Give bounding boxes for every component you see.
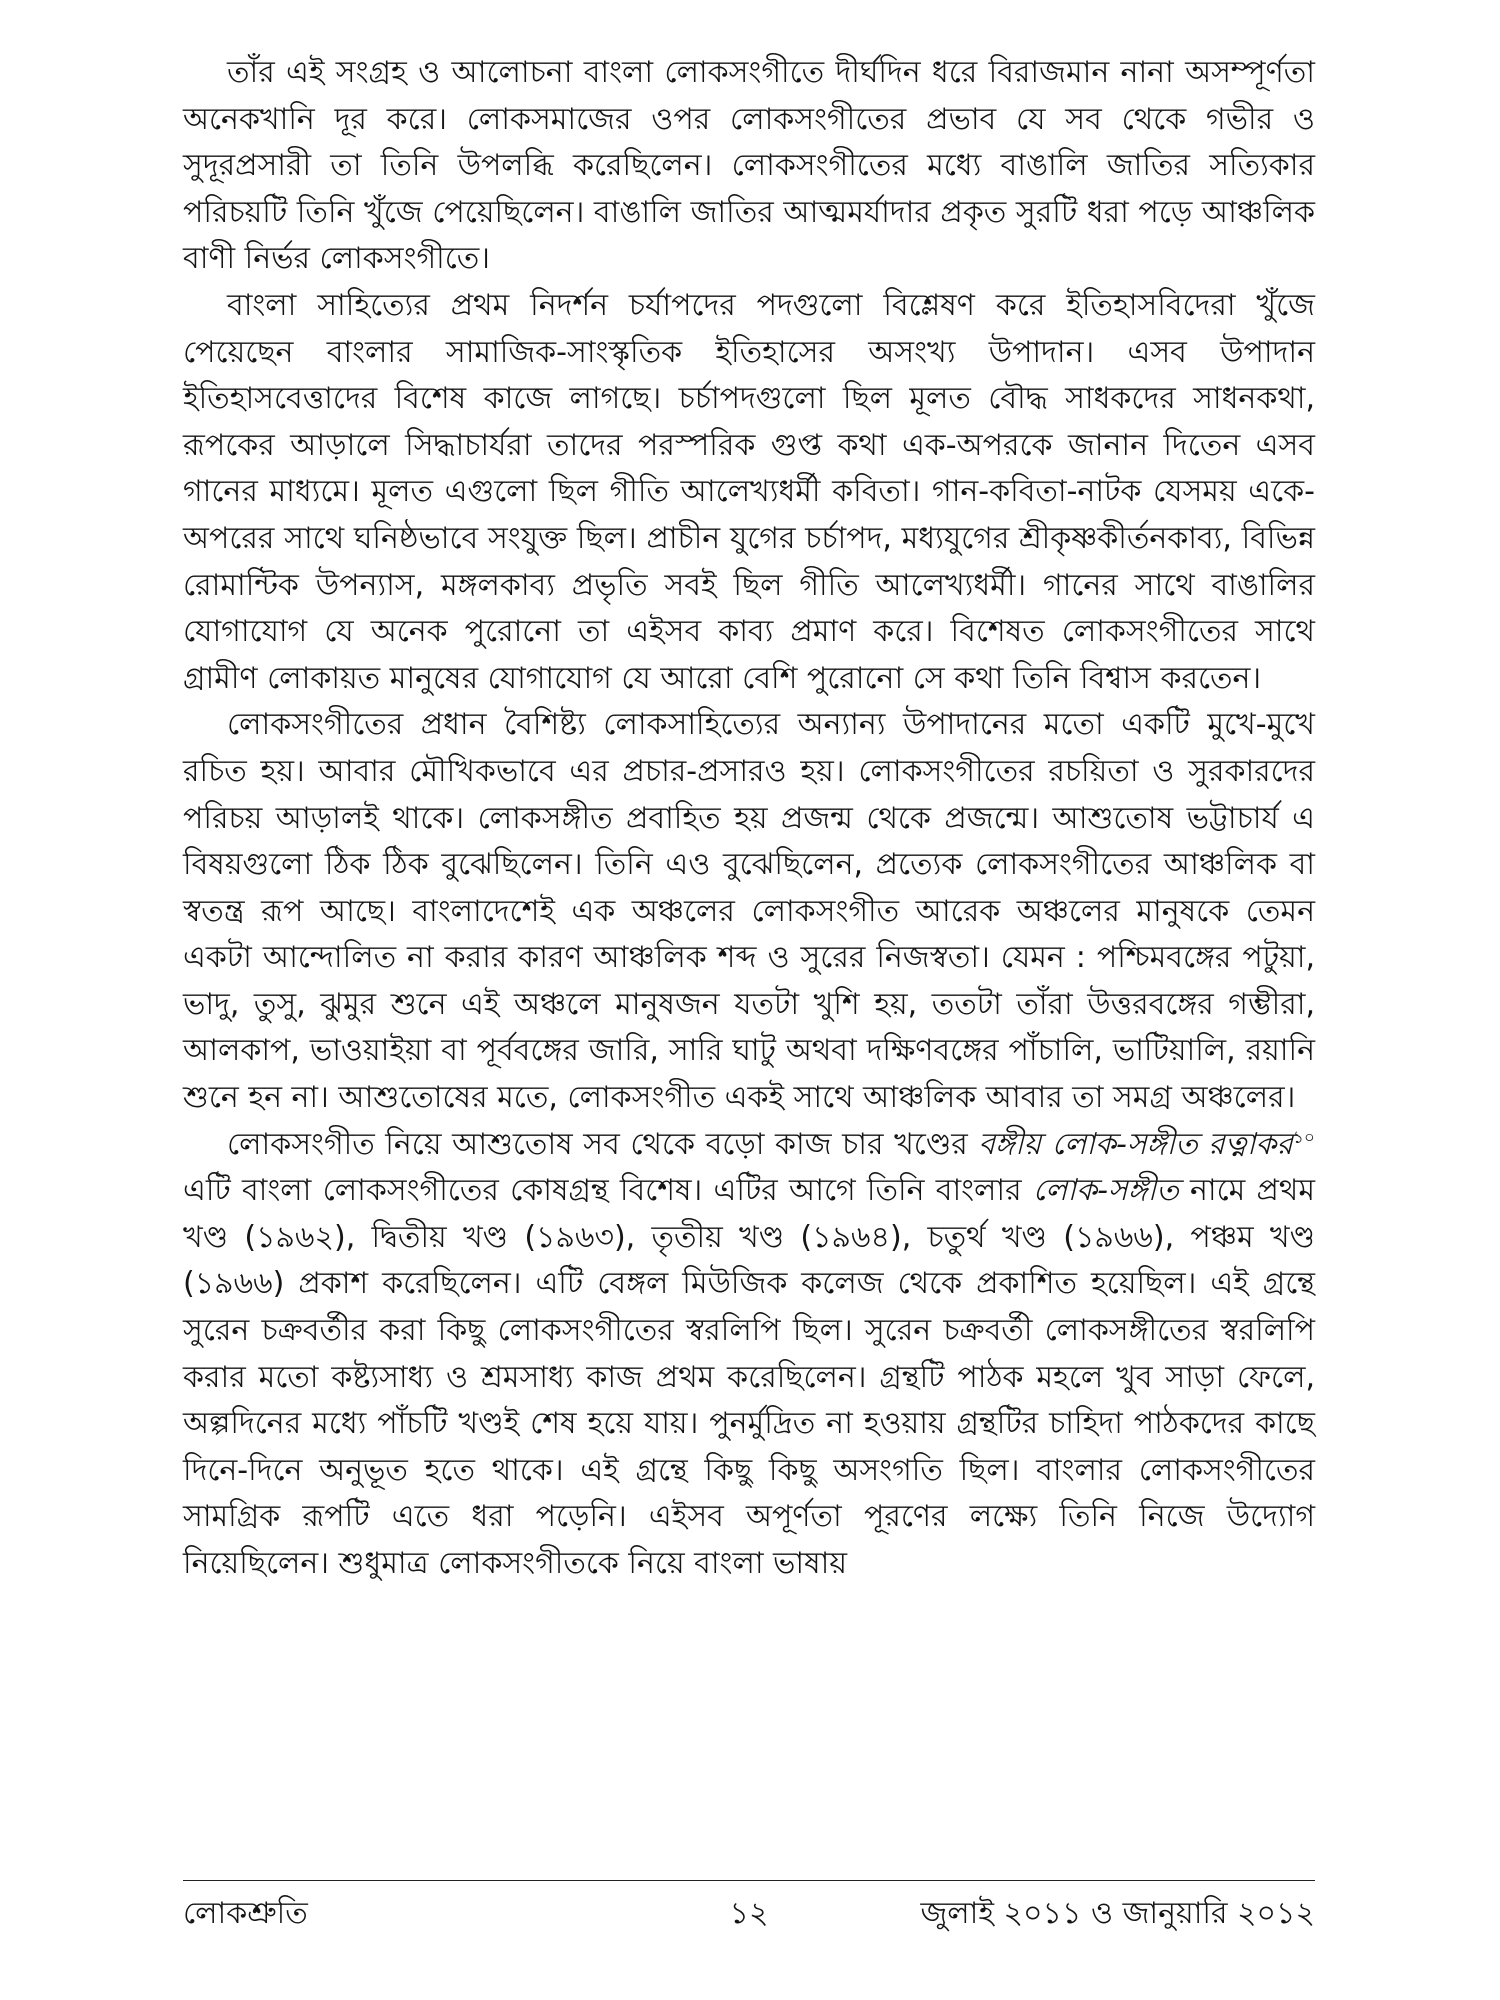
paragraph-4 (183, 1122, 1315, 1588)
paragraph-2: বাংলা সাহিত্যের প্রথম নিদর্শন চর্যাপদের পদগুলো বিশ্লেষণ করে ইতিহাসবিদেরা খুঁজে পেয়েছেন বাংলার সামাজিক-সাংস্কৃতিক ইতিহাসের অসংখ্য উপাদান। এসব উপাদান ইতিহাসবেত্তাদের বিশেষ কাজে লাগছে। চর্চাপদগুলো ছিল মূলত বৌদ্ধ সাধকদের সাধনকথা, রূপকের আড়ালে সিদ্ধাচার্যরা তাদের পরস্পরিক গুপ্ত কথা এক-অপরকে জানান দিতেন এসব গানের মাধ্যমে। মূলত এগুলো ছিল গীতি আলেখ্যধর্মী কবিতা। গান-কবিতা-নাটক যেসময় একে-অপরের সাথে ঘনিষ্ঠভাবে সংযুক্ত ছিল। প্রাচীন যুগের চর্চাপদ, মধ্যযুগের শ্রীকৃষ্ণকীর্তনকাব্য, বিভিন্ন রোমান্টিক উপন্যাস, মঙ্গলকাব্য প্রভৃতি সবই ছিল গীতি আলেখ্যধর্মী। গানের সাথে বাঙালির যোগাযোগ যে অনেক পুরোনো তা এইসব কাব্য প্রমাণ করে। বিশেষত লোকসংগীতের সাথে গ্রামীণ লোকায়ত মানুষের যোগাযোগ যে আরো বেশি পুরোনো সে কথা তিনি বিশ্বাস করতেন। (183, 287, 1315, 696)
issue-date: জুলাই ২০১১ ও জানুয়ারি ২০১২ (920, 1896, 1315, 1931)
body-text (183, 50, 1315, 1588)
book-title-ratnakar: বঙ্গীয় লোক-সঙ্গীত রত্নাকর (978, 1126, 1293, 1162)
footnote-marker: ১০ (1292, 1127, 1315, 1148)
paragraph-1: তাঁর এই সংগ্রহ ও আলোচনা বাংলা লোকসংগীতে দীর্ঘদিন ধরে বিরাজমান নানা অসম্পূর্ণতা অনেকখানি দূর করে। লোকসমাজের ওপর লোকসংগীতের প্রভাব যে সব থেকে গভীর ও সুদূরপ্রসারী তা তিনি উপলব্ধি করেছিলেন। লোকসংগীতের মধ্যে বাঙালি জাতির সত্যিকার পরিচয়টি তিনি খুঁজে পেয়েছিলেন। বাঙালি জাতির আত্মমর্যাদার প্রকৃত সুরটি ধরা পড়ে আঞ্চলিক বাণী নির্ভর লোকসংগীতে। (183, 55, 1315, 277)
paragraph-4-part-2: এটি বাংলা লোকসংগীতের কোষগ্রন্থ বিশেষ। এটির আগে তিনি বাংলার (183, 1173, 1033, 1209)
footer-rule (183, 1880, 1315, 1881)
journal-name: লোকশ্রুতি (183, 1896, 308, 1931)
page-number: ১২ (729, 1896, 769, 1931)
book-title-lok-sangeet: লোক-সঙ্গীত (1032, 1173, 1179, 1209)
paragraph-4-part-1: লোকসংগীত নিয়ে আশুতোষ সব থেকে বড়ো কাজ চার খণ্ডের (227, 1126, 979, 1162)
page-footer (183, 1894, 1315, 1940)
paragraph-3: লোকসংগীতের প্রধান বৈশিষ্ট্য লোকসাহিত্যের অন্যান্য উপাদানের মতো একটি মুখে-মুখে রচিত হয়। আবার মৌখিকভাবে এর প্রচার-প্রসারও হয়। লোকসংগীতের রচয়িতা ও সুরকারদের পরিচয় আড়ালই থাকে। লোকসঙ্গীত প্রবাহিত হয় প্রজন্ম থেকে প্রজন্মে। আশুতোষ ভট্টাচার্য এ বিষয়গুলো ঠিক ঠিক বুঝেছিলেন। তিনি এও বুঝেছিলেন, প্রত্যেক লোকসংগীতের আঞ্চলিক বা স্বতন্ত্র রূপ আছে। বাংলাদেশেই এক অঞ্চলের লোকসংগীত আরেক অঞ্চলের মানুষকে তেমন একটা আন্দোলিত না করার কারণ আঞ্চলিক শব্দ ও সুরের নিজস্বতা। যেমন : পশ্চিমবঙ্গের পটুয়া, ভাদু, তুসু, ঝুমুর শুনে এই অঞ্চলে মানুষজন যতটা খুশি হয়, ততটা তাঁরা উত্তরবঙ্গের গম্ভীরা, আলকাপ, ভাওয়াইয়া বা পূর্ববঙ্গের জারি, সারি ঘাটু অথবা দক্ষিণবঙ্গের পাঁচালি, ভাটিয়ালি, রয়ানি শুনে হন না। আশুতোষের মতে, লোকসংগীত একই সাথে আঞ্চলিক আবার তা সমগ্র অঞ্চলের। (183, 707, 1315, 1116)
paragraph-4-part-3: নামে প্রথম খণ্ড (১৯৬২), দ্বিতীয় খণ্ড (১৯৬৩), তৃতীয় খণ্ড (১৯৬৪), চতুর্থ খণ্ড (১৯৬৬), পঞ্চম খণ্ড (১৯৬৬) প্রকাশ করেছিলেন। এটি বেঙ্গল মিউজিক কলেজ থেকে প্রকাশিত হয়েছিল। এই গ্রন্থে সুরেন চক্রবর্তীর করা কিছু লোকসংগীতের স্বরলিপি ছিল। সুরেন চক্রবর্তী লোকসঙ্গীতের স্বরলিপি করার মতো কষ্ট্যসাধ্য ও শ্রমসাধ্য কাজ প্রথম করেছিলেন। গ্রন্থটি পাঠক মহলে খুব সাড়া ফেলে, অল্পদিনের মধ্যে পাঁচটি খণ্ডই শেষ হয়ে যায়। পুনর্মুদ্রিত না হওয়ায় গ্রন্থটির চাহিদা পাঠকদের কাছে দিনে-দিনে অনুভূত হতে থাকে। এই গ্রন্থে কিছু কিছু অসংগতি ছিল। বাংলার লোকসংগীতের সামগ্রিক রূপটি এতে ধরা পড়েনি। এইসব অপূর্ণতা পূরণের লক্ষ্যে তিনি নিজে উদ্যোগ নিয়েছিলেন। শুধুমাত্র লোকসংগীতকে নিয়ে বাংলা ভাষায় (183, 1173, 1315, 1581)
